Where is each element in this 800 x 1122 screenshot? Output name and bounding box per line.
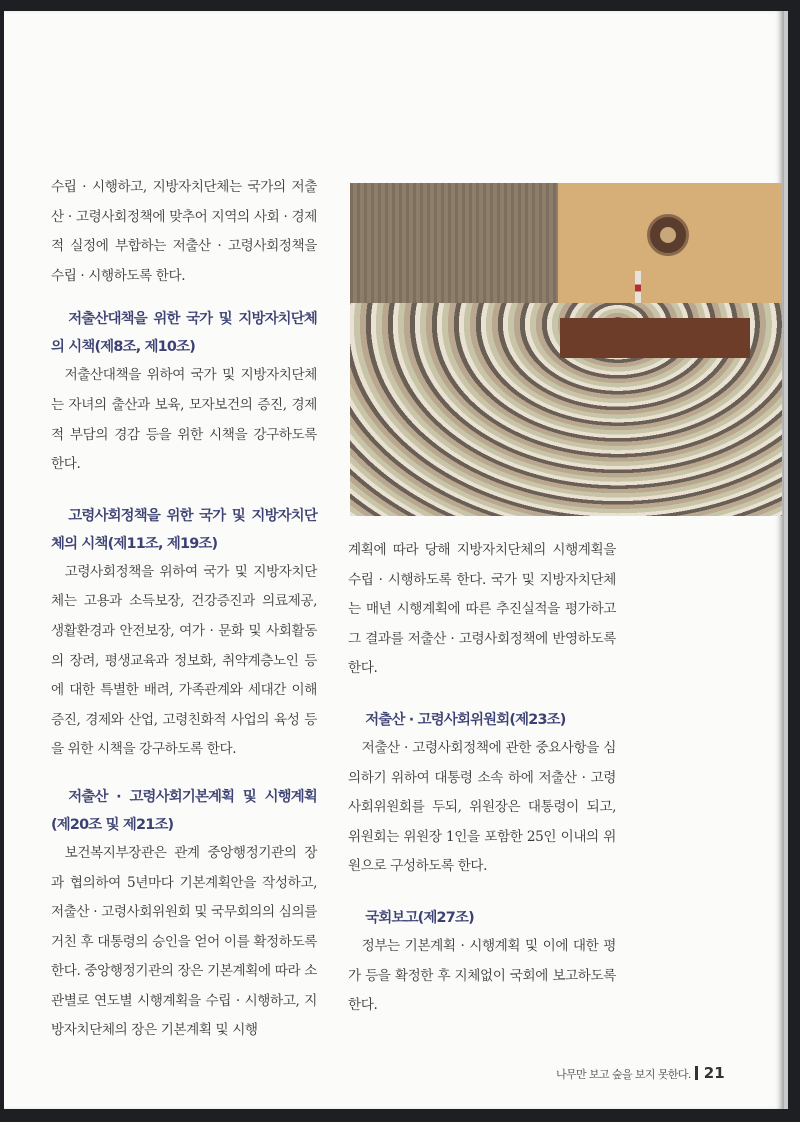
section-body-low-fertility: 저출산대책을 위하여 국가 및 지방자치단체는 자녀의 출산과 보육, 모자보건의 증진, 경제적 부담의 경감 등을 위한 시책을 강구하도록 한다. bbox=[51, 367, 317, 473]
flag-icon bbox=[635, 271, 641, 305]
section-heading-basic-plan: 저출산 · 고령사회기본계획 및 시행계획(제20조 및 제21조) bbox=[51, 788, 317, 833]
page-footer bbox=[556, 1064, 725, 1082]
right-column bbox=[348, 536, 616, 1021]
section-body-report: 정부는 기본계획 · 시행계획 및 이에 대한 평가 등을 확정한 후 지체없이 국회에 보고하도록 한다. bbox=[348, 937, 616, 1014]
assembly-emblem-icon bbox=[647, 214, 689, 256]
section-heading-report: 국회보고(제27조) bbox=[365, 909, 474, 926]
section-heading-low-fertility: 저출산대책을 위한 국가 및 지방자치단체의 시책(제8조, 제10조) bbox=[51, 311, 317, 356]
footer-divider bbox=[695, 1066, 698, 1080]
section-heading-committee: 저출산 · 고령사회위원회(제23조) bbox=[365, 711, 566, 728]
section-body-basic-plan: 보건복지부장관은 관계 중앙행정기관의 장과 협의하여 5년마다 기본계획안을 작성하고, 저출산 · 고령사회위원회 및 국무회의의 심의를 거친 후 대통령의 승인을 얻어 이를 확정하도록 한다. 중앙행정기관의 장은 기본계획에 따라 소관별로 연도별 시행계획을 수립 · 시행하고, 지방자치단체의 장은 기본계획 및 시행 bbox=[51, 844, 317, 1039]
assembly-hall-photo bbox=[350, 183, 782, 516]
page-number: 21 bbox=[703, 1064, 725, 1082]
photo-wall-left bbox=[350, 183, 558, 323]
section-body-committee: 저출산 · 고령사회정책에 관한 중요사항을 심의하기 위하여 대통령 소속 하에 저출산 · 고령사회위원회를 두되, 위원장은 대통령이 되고, 위원회는 위원장 1인을 포함한 25인 이내의 위원으로 구성하도록 한다. bbox=[348, 739, 616, 875]
left-column bbox=[51, 173, 317, 1046]
running-title: 나무만 보고 숲을 보지 못한다. bbox=[556, 1068, 691, 1081]
scanned-page bbox=[4, 11, 784, 1109]
continuation-paragraph: 계획에 따라 당해 지방자치단체의 시행계획을 수립 · 시행하도록 한다. 국가 및 지방자치단체는 매년 시행계획에 따른 추진실적을 평가하고 그 결과를 저출산 · 고령사회정책에 반영하도록 한다. bbox=[348, 542, 616, 677]
photo-podium bbox=[560, 318, 750, 358]
section-body-aging-society: 고령사회정책을 위하여 국가 및 지방자치단체는 고용과 소득보장, 건강증진과 의료제공, 생활환경과 안전보장, 여가 · 문화 및 사회활동의 장려, 평생교육과 정보화, 취약계층노인 등에 대한 특별한 배려, 가족관계와 세대간 이해증진, 경제와 산업, 고령친화적 사업의 육성 등을 위한 시책을 강구하도록 한다. bbox=[51, 563, 317, 758]
page-edge bbox=[784, 11, 788, 1109]
intro-paragraph: 수립 · 시행하고, 지방자치단체는 국가의 저출산 · 고령사회정책에 맞추어 지역의 사회 · 경제적 실정에 부합하는 저출산 · 고령사회정책을 수립 · 시행하도록 한다. bbox=[51, 179, 317, 284]
section-heading-aging-society: 고령사회정책을 위한 국가 및 지방자치단체의 시책(제11조, 제19조) bbox=[51, 507, 317, 552]
